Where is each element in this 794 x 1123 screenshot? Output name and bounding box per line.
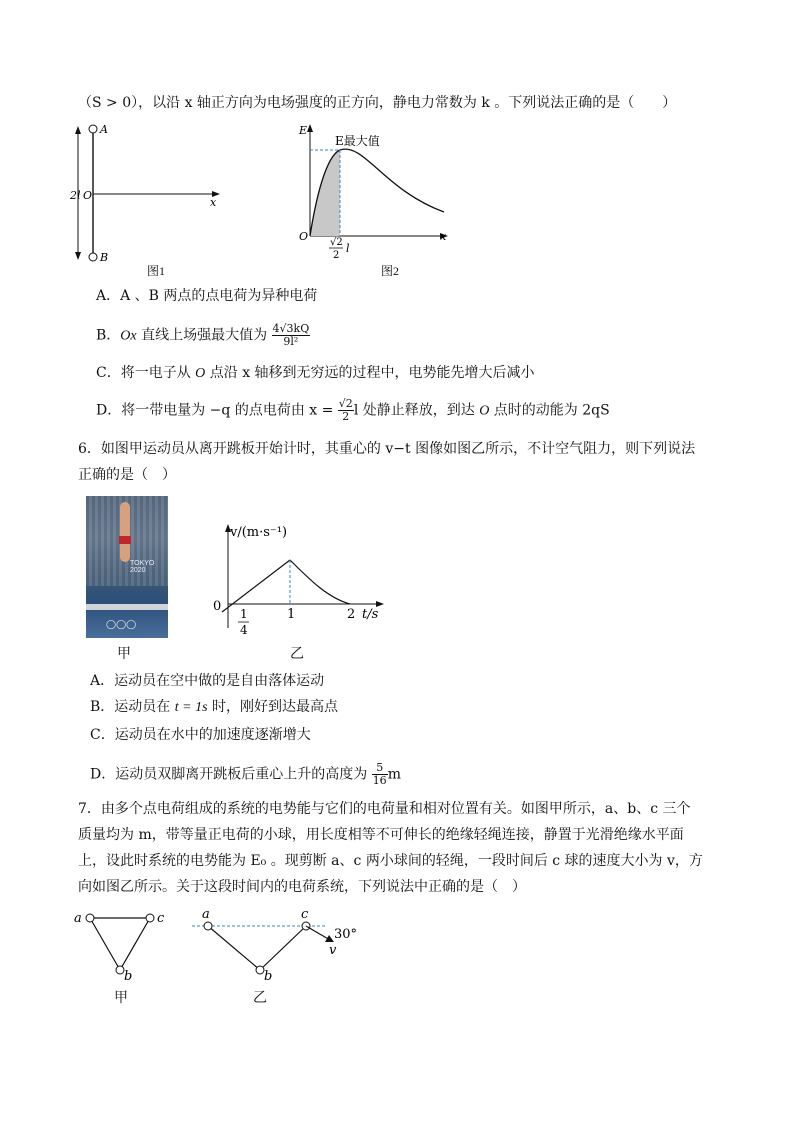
vt-ylabel: v/(m·s⁻¹): [230, 525, 288, 540]
jia-label-a: a: [74, 911, 82, 926]
q5-option-B: B．Ox 直线上场强最大值为 $\frac{4√3kQ}{\text{9l²}}$: [96, 322, 310, 348]
vt-tick-1: 1: [287, 607, 296, 622]
fig1-label-x: x: [210, 196, 217, 209]
jia-label-c: c: [157, 911, 165, 926]
q5-figure-1: [66, 118, 236, 278]
fig2-label-x: x: [440, 230, 447, 243]
photo-sign-text: TOKYO 2020: [130, 560, 155, 574]
q7-line-3: 上，设此时系统的电势能为 E₀ 。现剪断 a、c 两小球间的轻绳，一段时间后 c 球的速度大小为 v，方: [78, 853, 703, 869]
q6-optD-fraction: $\frac{5}{16}$: [372, 761, 387, 787]
jia-caption: 甲: [114, 991, 128, 1006]
q6-option-B: B．运动员在 t = 1s 时，刚好到达最高点: [90, 699, 338, 715]
vt-quarter-den: 4: [240, 623, 248, 637]
yi-label-b: b: [264, 969, 273, 984]
q7-figure-jia: [68, 904, 178, 984]
vt-quarter-num: 1: [240, 607, 248, 621]
q5-optD-fraction: $\frac{√2}{2}$: [338, 397, 353, 423]
q5-optB-fraction: $\frac{4√3kQ}{\text{9l²}}$: [272, 322, 310, 348]
olympic-rings-icon: ◯◯◯: [106, 620, 137, 630]
q6-stem-line2: 正确的是（ ）: [78, 467, 176, 483]
diver-figure: [120, 502, 130, 562]
yi-angle-label: 30°: [334, 927, 358, 942]
fig2-label-max: E最大值: [335, 134, 380, 148]
q7-figure-yi: [186, 904, 376, 984]
vt-xlabel: t/s: [362, 607, 379, 622]
fig1-caption: 图1: [147, 264, 166, 278]
fig1-label-O: O: [83, 189, 93, 202]
q7-line-4: 向如图乙所示。关于这段时间内的电荷系统，下列说法中正确的是（ ）: [78, 879, 526, 895]
q6-option-C: C．运动员在水中的加速度逐渐增大: [90, 727, 311, 743]
vt-caption: 乙: [290, 647, 304, 662]
fig1-label-B: B: [100, 251, 109, 264]
yi-velocity-label: v: [329, 943, 337, 958]
q6-vt-graph: [200, 520, 390, 646]
vt-origin: 0: [213, 599, 222, 614]
diver-photo: [86, 496, 168, 638]
q6-option-D: D．运动员双脚离开跳板后重心上升的高度为 $\frac{5}{16}$ m: [90, 761, 401, 787]
q6-stem-line1: 6．如图甲运动员从离开跳板开始计时，其重心的 v−t 图像如图乙所示，不计空气阻力，则下列说法: [78, 441, 696, 457]
fig2-tick-den: 2: [333, 250, 340, 261]
photo-caption-jia: 甲: [117, 647, 131, 662]
q5-stem: （S > 0），以沿 x 轴正方向为电场强度的正方向，静电力常数为 k 。下列说法正确的是（ ）: [78, 95, 677, 111]
q5-option-A: A．A 、B 两点的点电荷为异种电荷: [96, 288, 318, 304]
fig2-label-E: E: [299, 124, 308, 137]
yi-caption: 乙: [253, 991, 267, 1006]
q5-figure-2: [294, 118, 454, 266]
fig1-label-2l: 2l: [70, 189, 81, 202]
fig2-label-O: O: [299, 230, 309, 243]
fig1-label-A: A: [100, 123, 108, 136]
fig2-caption: 图2: [381, 264, 400, 278]
yi-label-a: a: [202, 907, 210, 922]
yi-label-c: c: [301, 907, 309, 922]
q5-option-D: D．将一带电量为 −q 的点电荷由 x = $\frac{√2}{2}$ l 处静止释放，到达 O 点时的动能为 2qS: [96, 397, 610, 423]
fig2-tick-l: l: [346, 242, 350, 255]
q7-line-2: 质量均为 m，带等量正电荷的小球，用长度相等不可伸长的绝缘轻绳连接，静置于光滑绝缘水平面: [78, 827, 684, 843]
q7-line-1: 7．由多个点电荷组成的系统的电势能与它们的电荷量和相对位置有关。如图甲所示，a、b、c 三个: [78, 801, 691, 817]
vt-tick-2: 2: [347, 607, 356, 622]
q5-option-C: C．将一电子从 O 点沿 x 轴移到无穷远的过程中，电势能先增大后减小: [96, 365, 535, 381]
q6-option-A: A．运动员在空中做的是自由落体运动: [90, 673, 325, 689]
jia-label-b: b: [124, 969, 133, 984]
fig2-tick-num: √2: [330, 237, 343, 248]
